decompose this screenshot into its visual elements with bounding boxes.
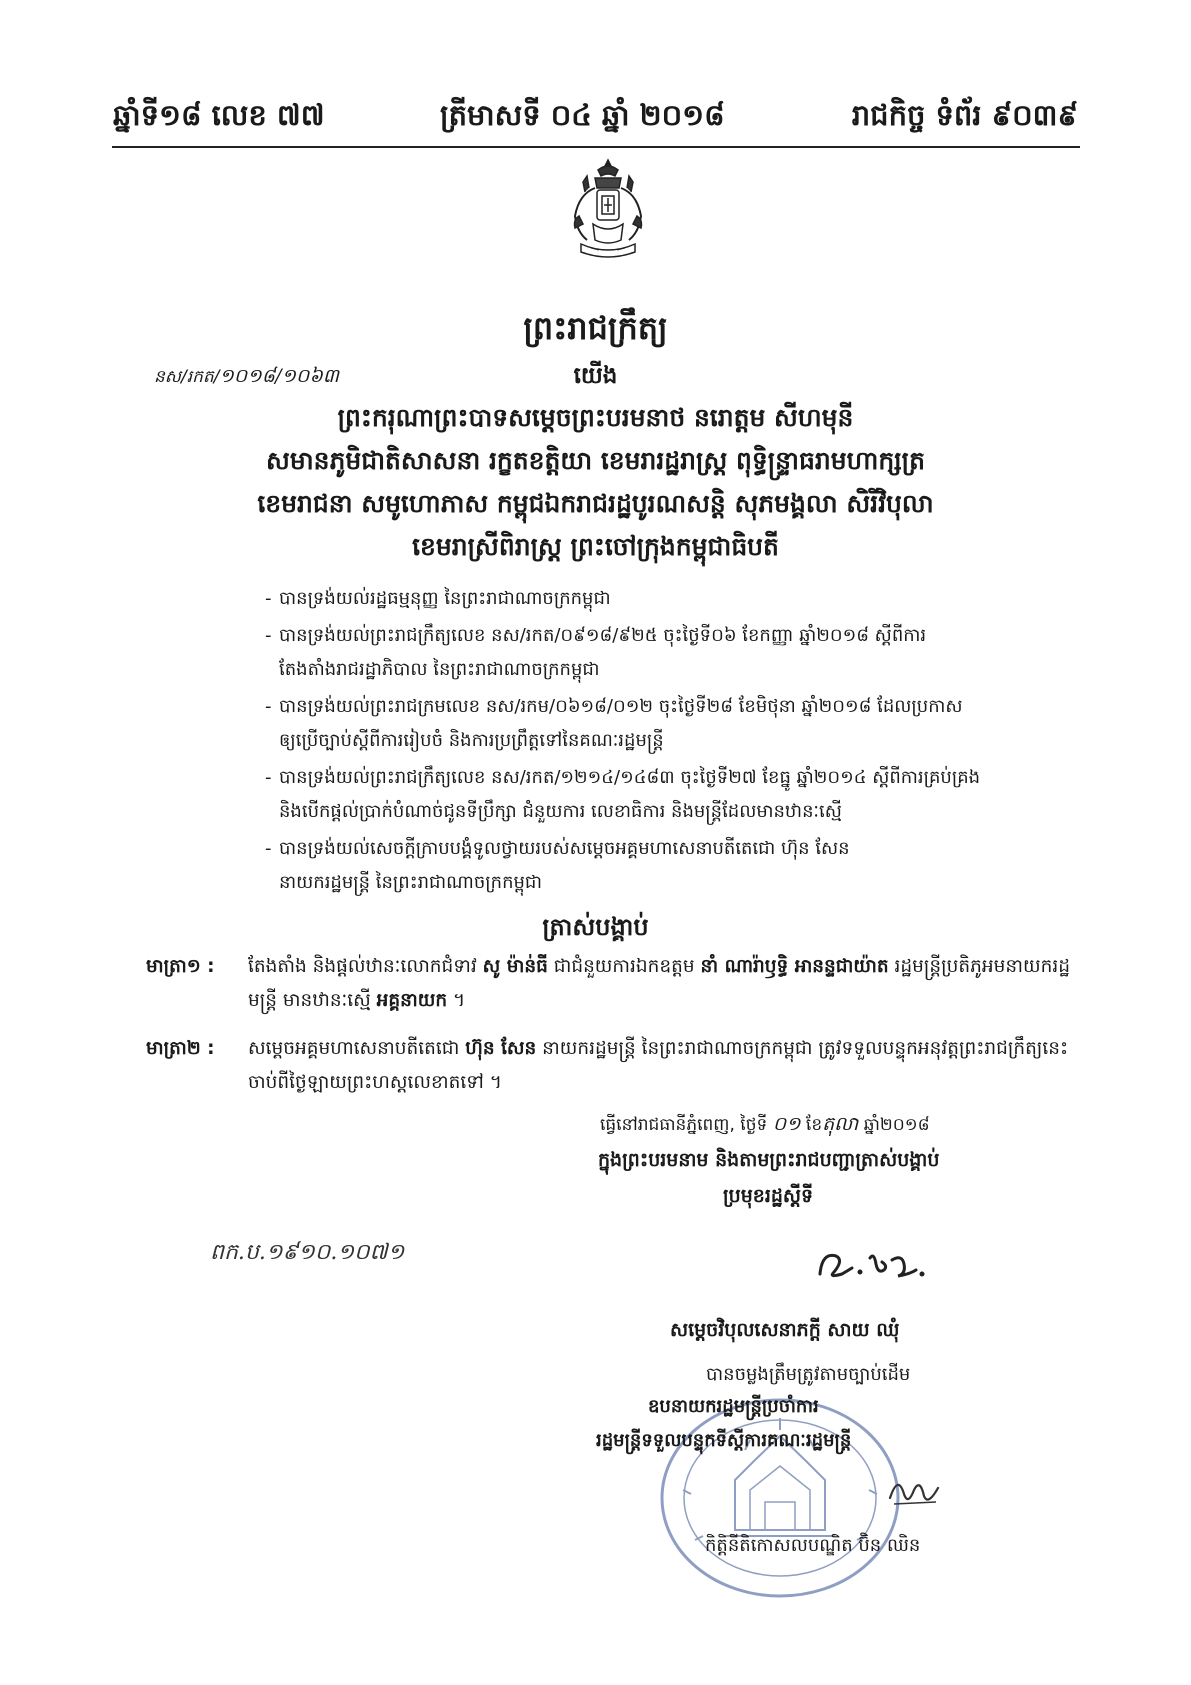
certifier-title-2: រដ្ឋមន្ត្រីទទួលបន្ទុកទីស្តីការគណៈរដ្ឋមន្ត្រី	[596, 1430, 852, 1451]
king-title-line-4: ខេមរាស្រីពិរាស្ត្រ ព្រះចៅក្រុងកម្ពុជាធិបតី	[412, 532, 779, 561]
document-title: ព្រះរាជក្រឹត្យ	[523, 309, 668, 347]
article-1-label: មាត្រា១ :	[146, 956, 215, 977]
certified-copy-note: បានចម្លងត្រឹមត្រូវតាមច្បាប់ដើម	[706, 1364, 911, 1385]
signing-month-handwritten: តុលា	[822, 1113, 859, 1135]
king-title-line-3: ខេមរាជនា សមូហោភាស កម្ពុជឯករាជរដ្ឋបូរណសន្តិ សុភមង្គលា សិរីវិបុលា	[257, 489, 934, 518]
gazette-page-number: រាជកិច្ច ទំព័រ ៩០៣៩	[851, 98, 1078, 132]
article-2	[146, 1032, 1081, 1100]
gazette-quarter: ត្រីមាសទី ០៤ ឆ្នាំ ២០១៨	[440, 98, 725, 132]
handwritten-reference: ពក.ប.១៩១០.១០៧១	[210, 1240, 405, 1265]
article-2-label: មាត្រា២ :	[146, 1038, 215, 1059]
reference-printed: នស/រកត/	[154, 367, 220, 387]
signatory-name: សម្តេចវិបុលសេនាភក្តី សាយ ឈុំ	[670, 1319, 900, 1341]
king-title-line-1: ព្រះករុណាព្រះបាទសម្តេចព្រះបរមនាថ នរោត្តម សីហមុនី	[337, 403, 854, 432]
signing-day-handwritten: ០១	[772, 1113, 801, 1135]
certifier-signature	[884, 1468, 948, 1512]
official-seal-icon	[655, 1390, 905, 1600]
article-2-text: សម្តេចអគ្គមហាសេនាបតីតេជោ ហ៊ុន សែន នាយករដ្ឋមន្ត្រី នៃព្រះរាជាណាចក្រកម្ពុជា ត្រូវទទួលបន្ទុកអនុវត្តព្រះរាជក្រឹត្យនេះ ចាប់ពីថ្ងៃឡាយព្រះហស្តលេខាតទៅ ។	[248, 1038, 1069, 1093]
article-1-text: តែងតាំង និងផ្តល់ឋានៈលោកជំទាវ សូ ម៉ាន់ធី ជាជំនួយការឯកឧត្តម នាំ ណារ៉ាឫទ្ធិ អានន្ទជាយ៉ាត រដ្ឋមន្ត្រីប្រតិភូអមនាយករដ្ឋមន្ត្រី មានឋានៈស្មើ អគ្គនាយក ។	[248, 956, 1070, 1011]
king-title-line-2: សមានភូមិជាតិសាសនា រក្ខតខត្តិយា ខេមរារដ្ឋរាស្ត្រ ពុទ្ធិន្ទ្រាធរាមហាក្សត្រ	[266, 446, 925, 475]
gazette-year-issue: ឆ្នាំទី១៨ លេខ ៧៧	[113, 98, 325, 132]
royal-coat-of-arms-icon	[565, 158, 651, 262]
recital-item: - បានទ្រង់យល់ព្រះរាជក្រឹត្យលេខ នស/រកត/០៩១៨/៩២៥ ចុះថ្ងៃទី០៦ ខែកញ្ញា ឆ្នាំ២០១៨ ស្តីពីការ តែងតាំងរាជរដ្ឋាភិបាល នៃព្រះរាជាណាចក្រកម្ពុជា	[265, 625, 927, 680]
recital-item: - បានទ្រង់យល់រដ្ឋធម្មនុញ្ញ នៃព្រះរាជាណាចក្រកម្ពុជា	[265, 588, 611, 609]
article-1	[146, 950, 1081, 1018]
header-divider	[112, 146, 1080, 148]
recital-item: - បានទ្រង់យល់ព្រះរាជក្រមលេខ នស/រកម/០៦១៨/០១២ ចុះថ្ងៃទី២៨ ខែមិថុនា ឆ្នាំ២០១៨ ដែលប្រកាស ឲ្យប្រើច្បាប់ស្តីពីការរៀបចំ និងការប្រព្រឹត្តទៅនៃគណៈរដ្ឋមន្ត្រី	[265, 696, 963, 751]
document-subtitle: យើង	[573, 363, 618, 389]
signing-date: ធ្វើនៅរាជធានីភ្នំពេញ, ថ្ងៃទី ០១ ខែតុលា ឆ្នាំ២០១៨	[600, 1113, 930, 1135]
signing-authority: ក្នុងព្រះបរមនាម និងតាមព្រះរាជបញ្ជាត្រាស់បង្គាប់	[598, 1149, 940, 1171]
signature-mark	[812, 1234, 932, 1294]
certifier-title-1: ឧបនាយករដ្ឋមន្ត្រីប្រចាំការ	[648, 1396, 819, 1417]
recital-item: - បានទ្រង់យល់ព្រះរាជក្រឹត្យលេខ នស/រកត/១២១៤/១៤៨៣ ចុះថ្ងៃទី២៧ ខែធ្នូ ឆ្នាំ២០១៤ ស្តីពីការគ្រប់គ្រង និងបើកផ្តល់ប្រាក់បំណាច់ជូនទីប្រឹក្សា ជំនួយការ លេខាធិការ និងមន្ត្រីដែលមានឋានៈស្មើ	[265, 767, 981, 822]
reference-handwritten: ១០១៨/១០៦៣	[219, 365, 340, 387]
recitals-list	[265, 582, 1075, 903]
recital-item: - បានទ្រង់យល់សេចក្តីក្រាបបង្គំទូលថ្វាយរបស់សម្តេចអគ្គមហាសេនាបតីតេជោ ហ៊ុន សែន នាយករដ្ឋមន្ត្រី នៃព្រះរាជាណាចក្រកម្ពុជា	[265, 838, 850, 893]
decree-heading: ត្រាស់បង្គាប់	[542, 913, 649, 941]
acting-head-of-state: ប្រមុខរដ្ឋស្តីទី	[723, 1185, 814, 1207]
certifier-name: កិត្តិនីតិកោសលបណ្ឌិត ប៊ិន ឈិន	[705, 1535, 921, 1556]
